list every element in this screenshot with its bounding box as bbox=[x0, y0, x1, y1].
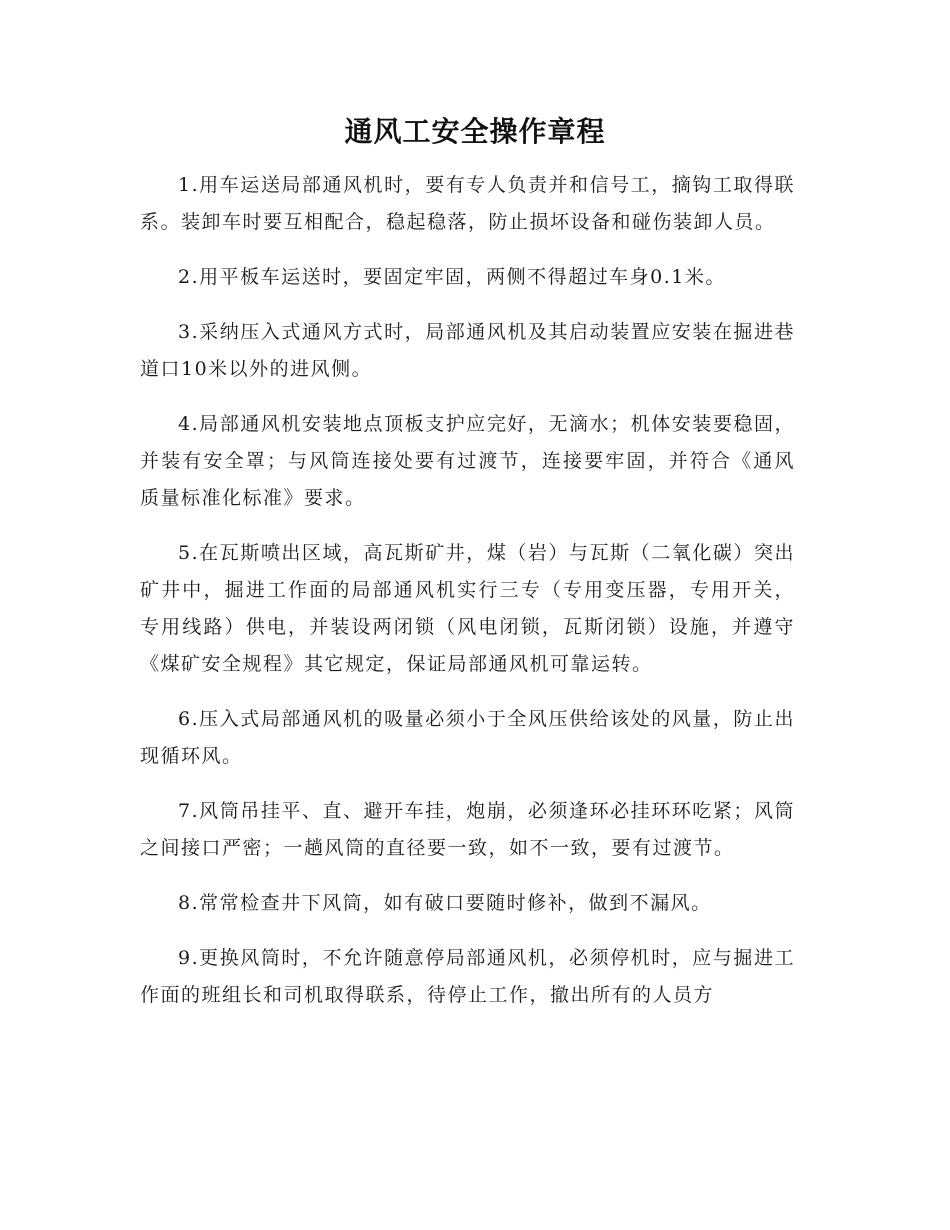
paragraph-2: 2.用平板车运送时，要固定牢固，两侧不得超过车身0.1米。 bbox=[178, 266, 726, 288]
paragraph-1: 1.用车运送局部通风机时，要有专人负责并和信号工，摘钩工取得联系。装卸车时要互相配合，稳起稳落，防止损坏设备和碰伤装卸人员。 bbox=[140, 174, 795, 233]
document-body bbox=[140, 167, 795, 1032]
paragraph-5: 5.在瓦斯喷出区域，高瓦斯矿井，煤（岩）与瓦斯（二氧化碳）突出矿井中，掘进工作面的局部通风机实行三专（专用变压器，专用开关，专用线路）供电，并装设两闭锁（风电闭锁，瓦斯闭锁）设施，并遵守《煤矿安全规程》其它规定，保证局部通风机可靠运转。 bbox=[140, 542, 795, 675]
document-title: 通风工安全操作章程 bbox=[344, 115, 606, 148]
paragraph-6: 6.压入式局部通风机的吸量必须小于全风压供给该处的风量，防止出现循环风。 bbox=[140, 708, 795, 767]
paragraph-9: 9.更换风筒时，不允许随意停局部通风机，必须停机时，应与掘进工作面的班组长和司机取得联系，待停止工作，撤出所有的人员方 bbox=[140, 947, 795, 1006]
paragraph-3: 3.采纳压入式通风方式时，局部通风机及其启动装置应安装在掘进巷道口10米以外的进风侧。 bbox=[140, 321, 795, 380]
paragraph-7: 7.风筒吊挂平、直、避开车挂，炮崩，必须逢环必挂环环吃紧；风筒之间接口严密；一趟风筒的直径要一致，如不一致，要有过渡节。 bbox=[140, 800, 795, 859]
paragraph-8: 8.常常检查井下风筒，如有破口要随时修补，做到不漏风。 bbox=[178, 892, 712, 914]
paragraph-4: 4.局部通风机安装地点顶板支护应完好，无滴水；机体安装要稳固，并装有安全罩；与风筒连接处要有过渡节，连接要牢固，并符合《通风质量标准化标准》要求。 bbox=[140, 413, 795, 509]
